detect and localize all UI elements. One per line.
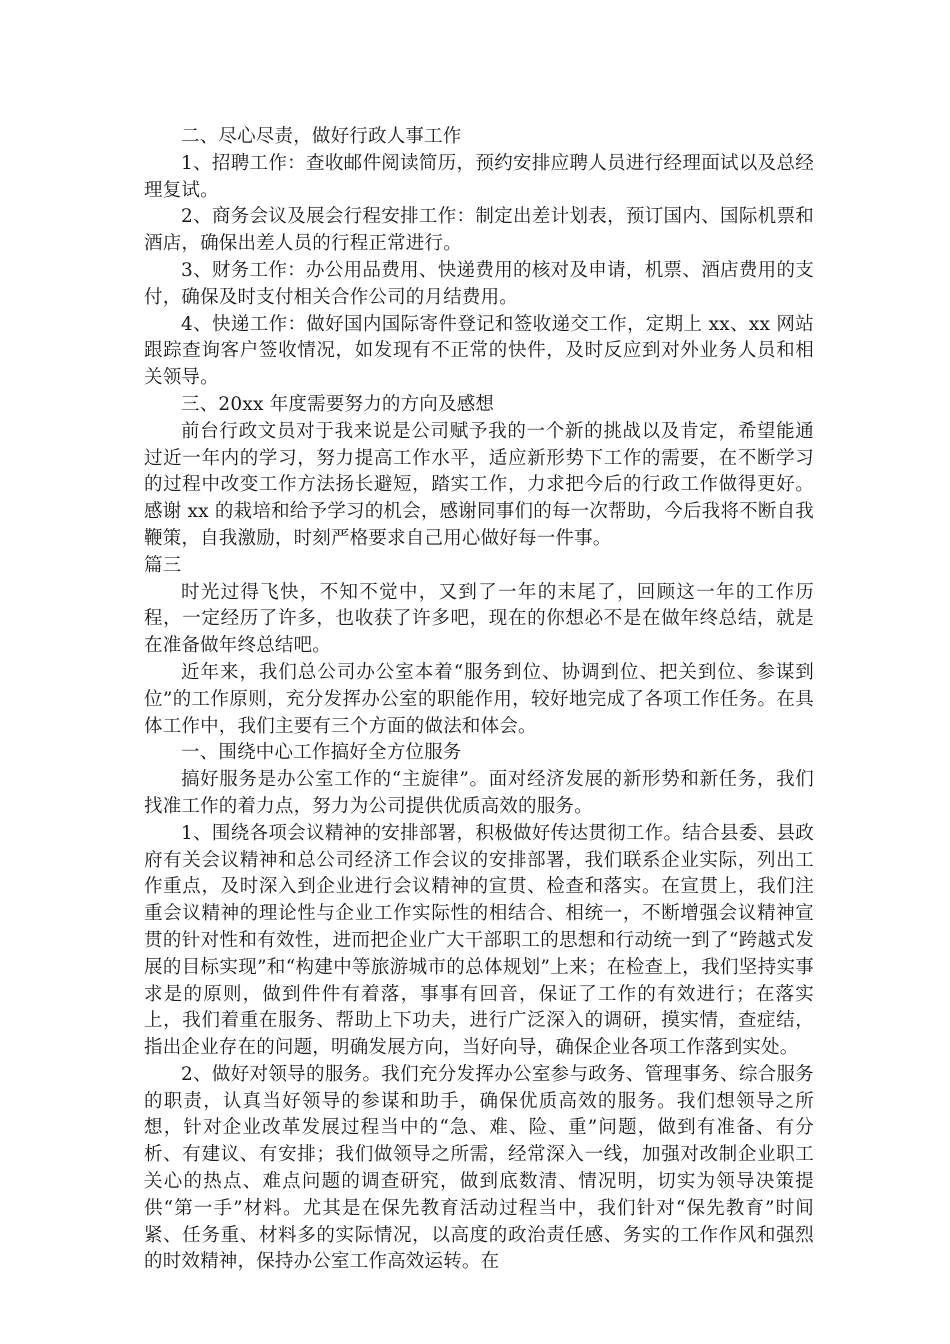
paragraph: 时光过得飞快，不知不觉中，又到了一年的末尾了，回顾这一年的工作历程，一定经历了许多，也收获了许多吧，现在的你想必不是在做年终总结，就是在准备做年终总结吧。 xyxy=(144,581,814,657)
document-page xyxy=(144,124,814,1276)
section-heading: 三、20xx 年度需要努力的方向及感想 xyxy=(181,393,495,415)
paragraph: 2、做好对领导的服务。我们充分发挥办公室参与政务、管理事务、综合服务的职责，认真当好领导的参谋和助手，确保优质高效的服务。我们想领导之所想，针对企业改革发展过程当中的“急、难、险、重”问题，做到有准备、有分析、有建议、有安排；我们做领导之所需，经常深入一线，加强对改制企业职工关心的热点、难点问题的调查研究，做到底数清、情况明，切实为领导决策提供“第一手”材料。尤其是在保先教育活动过程当中，我们针对“保先教育”时间紧、任务重、材料多的实际情况，以高度的政治责任感、务实的工作作风和强烈的时效精神，保持办公室工作高效运转。在 xyxy=(144,1063,814,1273)
article-heading: 篇三 xyxy=(144,554,182,576)
section-heading: 一、围绕中心工作搞好全方位服务 xyxy=(181,742,462,764)
paragraph: 搞好服务是办公室工作的“主旋律”。面对经济发展的新形势和新任务，我们找准工作的着力点，努力为公司提供优质高效的服务。 xyxy=(144,769,814,817)
paragraph: 近年来，我们总公司办公室本着“服务到位、协调到位、把关到位、参谋到位”的工作原则，充分发挥办公室的职能作用，较好地完成了各项工作任务。在具体工作中，我们主要有三个方面的做法和体会。 xyxy=(144,661,814,737)
paragraph: 4、快递工作：做好国内国际寄件登记和签收递交工作，定期上 xx、xx 网站跟踪查询客户签收情况，如发现有不正常的快件，及时反应到对外业务人员和相关领导。 xyxy=(144,313,814,389)
paragraph: 2、商务会议及展会行程安排工作：制定出差计划表，预订国内、国际机票和酒店，确保出差人员的行程正常进行。 xyxy=(144,206,814,255)
paragraph: 1、招聘工作：查收邮件阅读简历，预约安排应聘人员进行经理面试以及总经理复试。 xyxy=(144,152,814,201)
paragraph: 前台行政文员对于我来说是公司赋予我的一个新的挑战以及肯定，希望能通过近一年内的学习，努力提高工作水平，适应新形势下工作的需要，在不断学习的过程中改变工作方法扬长避短，踏实工作，力求把今后的行政工作做得更好。感谢 xx 的栽培和给予学习的机会，感谢同事们的每一次帮助，今后我将不断自我鞭策，自我激励，时刻严格要求自己用心做好每一件事。 xyxy=(144,420,814,549)
paragraph: 3、财务工作：办公用品费用、快递费用的核对及申请，机票、酒店费用的支付，确保及时支付相关合作公司的月结费用。 xyxy=(144,259,814,308)
paragraph: 二、尽心尽责，做好行政人事工作 xyxy=(181,126,462,147)
paragraph: 1、围绕各项会议精神的安排部署，积极做好传达贯彻工作。结合县委、县政府有关会议精神和总公司经济工作会议的安排部署，我们联系企业实际，列出工作重点，及时深入到企业进行会议精神的宣贯、检查和落实。在宣贯上，我们注重会议精神的理论性与企业工作实际性的相结合、相统一，不断增强会议精神宣贯的针对性和有效性，进而把企业广大干部职工的思想和行动统一到了“跨越式发展的目标实现”和“构建中等旅游城市的总体规划”上来；在检查上，我们坚持实事求是的原则，做到件件有着落，事事有回音，保证了工作的有效进行；在落实上，我们着重在服务、帮助上下功夫，进行广泛深入的调研，摸实情，查症结，指出企业存在的问题，明确发展方向，当好向导，确保企业各项工作落到实处。 xyxy=(144,822,814,1059)
